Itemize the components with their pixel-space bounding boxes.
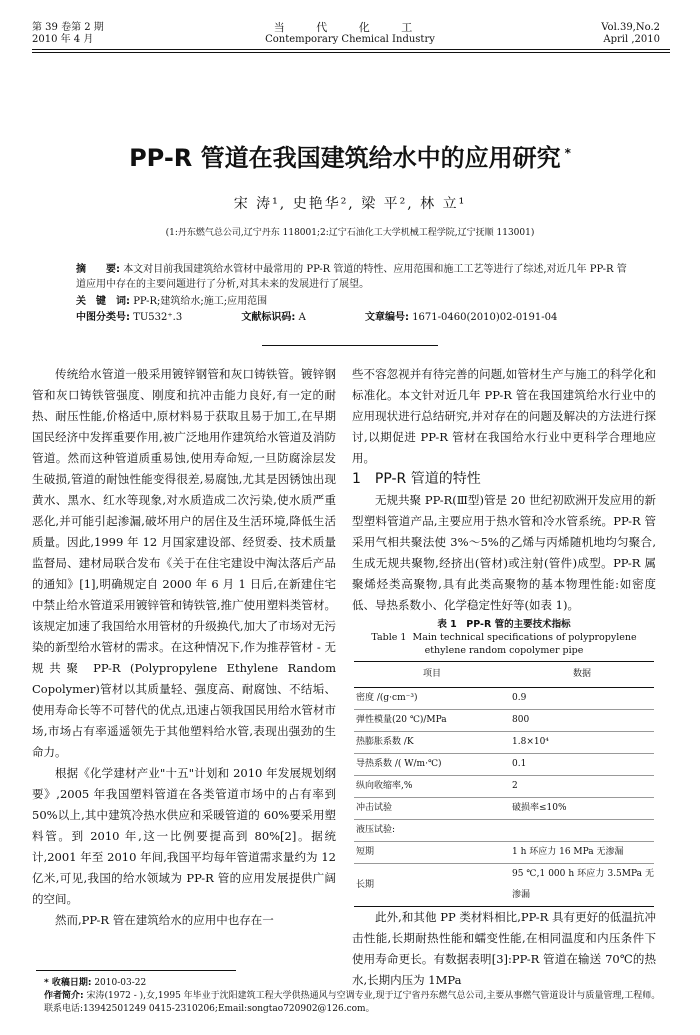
abstract-label: 摘 要: — [76, 264, 120, 275]
table-cell: 1 h 环应力 16 MPa 无渗漏 — [510, 842, 654, 864]
table-cell: 0.1 — [510, 754, 654, 776]
received-value: 2010-03-22 — [94, 978, 147, 988]
body-paragraph: 些不容忽视并有待完善的问题,如管材生产与施工的科学化和标准化。本文针对近几年 PP-R 管在我国建筑给水行业中的应用现状进行总结研究,并对存在的问题及解决的方法进行探讨,以期促进 PP-R 管材在我国给水行业中更科学合理地应用。 — [352, 367, 656, 465]
table-row — [354, 688, 654, 710]
table-cell: 纵向收缩率,% — [354, 776, 510, 798]
table-header: 数据 — [510, 662, 654, 688]
left-column — [32, 364, 336, 931]
body-paragraph: 无规共聚 PP-R(Ⅲ型)管是 20 世纪初欧洲开发应用的新型塑料管道产品,主要应用于热水管和冷水管系统。PP-R 管采用气相共聚法使 3%～5%的乙烯与丙烯随机地均匀聚合,生成无规共聚物,经挤出(管材)或注射(管件)成型。PP-R 属聚烯烃类高聚物,具有此类高聚物的基本物理性能:如密度低、导热系数小、化学稳定性好等(如表 1)。 — [352, 493, 656, 612]
table-row — [354, 864, 654, 907]
abstract — [76, 262, 636, 292]
doc-code: A — [298, 312, 306, 323]
bio-label: 作者简介: — [44, 991, 84, 1001]
author-list: 宋 涛¹, 史艳华², 梁 平², 林 立¹ — [233, 196, 467, 212]
table-cell: 密度 /(g·cm⁻³) — [354, 688, 510, 710]
title-footnote-mark: * — [564, 146, 571, 160]
table-caption-cn: 表 1 PP-R 管的主要技术指标 — [437, 619, 571, 630]
table-cell: 2 — [510, 776, 654, 798]
table-row — [354, 754, 654, 776]
keywords — [76, 294, 636, 309]
received-date — [44, 977, 664, 990]
affiliations: (1:丹东燃气总公司,辽宁丹东 118001;2:辽宁石油化工大学机械工程学院,辽宁抚顺 113001) — [165, 228, 535, 238]
body-paragraph: 根据《化学建材产业"十五"计划和 2010 年发展规划纲要》,2005 年我国塑料管道在各类管道市场中的占有率到 50%以上,其中建筑冷热水供应和采暖管道的 60%要采用塑料管。到 2010 年,这一比例要提高到 80%[2]。据统计,2001 年至 2010 年间,我国平均每年管道需求量约为 12 亿米,可见,我国的给水领域为 PP-R 管的应用发展提供广阔的空间。 — [32, 766, 336, 906]
header-rule — [32, 49, 670, 50]
table-cell: 0.9 — [510, 688, 654, 710]
table-cell: 长期 — [354, 864, 510, 907]
table-row — [354, 798, 654, 820]
author-bio — [44, 990, 664, 1015]
keywords-label: 关 键 词: — [76, 296, 130, 307]
classification-line — [76, 310, 636, 325]
right-column — [352, 364, 656, 991]
table-cell — [510, 820, 654, 842]
bio-text: 宋涛(1972 - ),女,1995 年毕业于沈阳建筑工程大学供热通风与空调专业,现于辽宁省丹东燃气总公司,主要从事燃气管道设计与质量管理,工程师。联系电话:13942501249 0415-2310206;Email:songtao720902@126.com。 — [44, 991, 661, 1014]
keywords-text: PP-R;建筑给水;施工;应用范围 — [133, 296, 268, 307]
paper-title — [0, 138, 700, 173]
paper-title-text: PP-R 管道在我国建筑给水中的应用研究 — [129, 144, 561, 172]
spec-table — [354, 661, 654, 907]
table-header: 项目 — [354, 662, 510, 688]
section-divider — [262, 345, 438, 346]
table-caption-en-label: Table 1 — [371, 632, 407, 643]
table-cell: 800 — [510, 710, 654, 732]
table-row — [354, 820, 654, 842]
table-row — [354, 776, 654, 798]
table-cell: 破损率≤10% — [510, 798, 654, 820]
received-label: * 收稿日期: — [44, 978, 92, 988]
table-cell: 95 ℃,1 000 h 环应力 3.5MPa 无渗漏 — [510, 864, 654, 907]
body-paragraph: 然而,PP-R 管在建筑给水的应用中也存在一 — [55, 913, 274, 927]
article-number: 1671-0460(2010)02-0191-04 — [412, 312, 558, 323]
header-right — [601, 22, 660, 46]
date-en: April ,2010 — [603, 34, 660, 45]
table-cell: 弹性模量(20 ℃)/MPa — [354, 710, 510, 732]
journal-name-en: Contemporary Chemical Industry — [265, 34, 435, 45]
table-row — [354, 710, 654, 732]
table-cell: 液压试验: — [354, 820, 510, 842]
footnote-rule — [36, 970, 236, 971]
table-caption-en: Main technical specifications of polypropylene ethylene random copolymer pipe — [412, 632, 637, 656]
journal-name-cn: 当 代 化 工 — [273, 21, 427, 34]
article-number-label: 文章编号: — [365, 312, 409, 323]
table-cell: 导热系数 /( W/m·℃) — [354, 754, 510, 776]
header-rule-thin — [32, 52, 670, 53]
table-cell: 1.8×10⁴ — [510, 732, 654, 754]
table-cell: 冲击试验 — [354, 798, 510, 820]
body-paragraph: 传统给水管道一般采用镀锌钢管和灰口铸铁管。镀锌钢管和灰口铸铁管强度、刚度和抗冲击能力良好,有一定的耐热、耐压性能,价格适中,原材料易于获取且易于加工,在早期国民经济中发挥重要作用,被广泛地用作建筑给水管道及消防管道。然而这种管道质重易蚀,使用寿命短,一旦防腐涂层发生破损,管道的耐蚀性能变得很差,易腐蚀,尤其是因锈蚀出现黄水、黑水、红水等现象,对水质造成二次污染,使水质严重恶化,并可能引起渗漏,破坏用户的居住及生活环境,降低生活质量。因此,1999 年 12 月国家建设部、经贸委、技术质量监督局、建材局联合发布《关于在住宅建设中淘汰落后产品的通知》[1],明确规定自 2000 年 6 月 1 日后,在新建住宅中禁止给水管道采用镀锌管和铸铁管,推广使用塑料类管材。该规定加速了我国给水用管材的升级换代,加大了市场对无污染的新型给水管材的需求。在这种情况下,作为推荐管材 - 无规共聚 PP-R (Polypropylene Ethylene Random Copolymer)管材以其质量轻、强度高、耐腐蚀、不结垢、使用寿命长等不可替代的优点,迅速占领我国民用给水管材市场,市场占有率遥遥领先于其他塑料给水管,表现出强劲的生命力。 — [32, 367, 336, 759]
table-row — [354, 842, 654, 864]
table-caption — [352, 618, 656, 657]
volume-issue-en: Vol.39,No.2 — [601, 22, 660, 33]
section-heading: 1 PP-R 管道的特性 — [352, 471, 481, 487]
doc-code-label: 文献标识码: — [241, 312, 296, 323]
date-cn: 2010 年 4 月 — [32, 34, 94, 45]
clc-code: TU532⁺.3 — [133, 312, 183, 323]
table-cell: 热膨胀系数 /K — [354, 732, 510, 754]
header-center — [0, 22, 700, 46]
clc-label: 中图分类号: — [76, 312, 130, 323]
table-cell: 短期 — [354, 842, 510, 864]
body-paragraph: 此外,和其他 PP 类材料相比,PP-R 具有更好的低温抗冲击性能,长期耐热性能和蠕变性能,在相同温度和内压条件下使用寿命更长。有数据表明[3]:PP-R 管道在输送 70℃的热水,长期内压为 1MPa — [352, 910, 656, 987]
abstract-text: 本文对目前我国建筑给水管材中最常用的 PP-R 管道的特性、应用范围和施工工艺等进行了综述,对近几年 PP-R 管道应用中存在的主要问题进行了分析,对其未来的发展进行了展望。 — [76, 264, 627, 290]
table-row — [354, 732, 654, 754]
volume-issue-cn: 第 39 卷第 2 期 — [32, 22, 104, 33]
